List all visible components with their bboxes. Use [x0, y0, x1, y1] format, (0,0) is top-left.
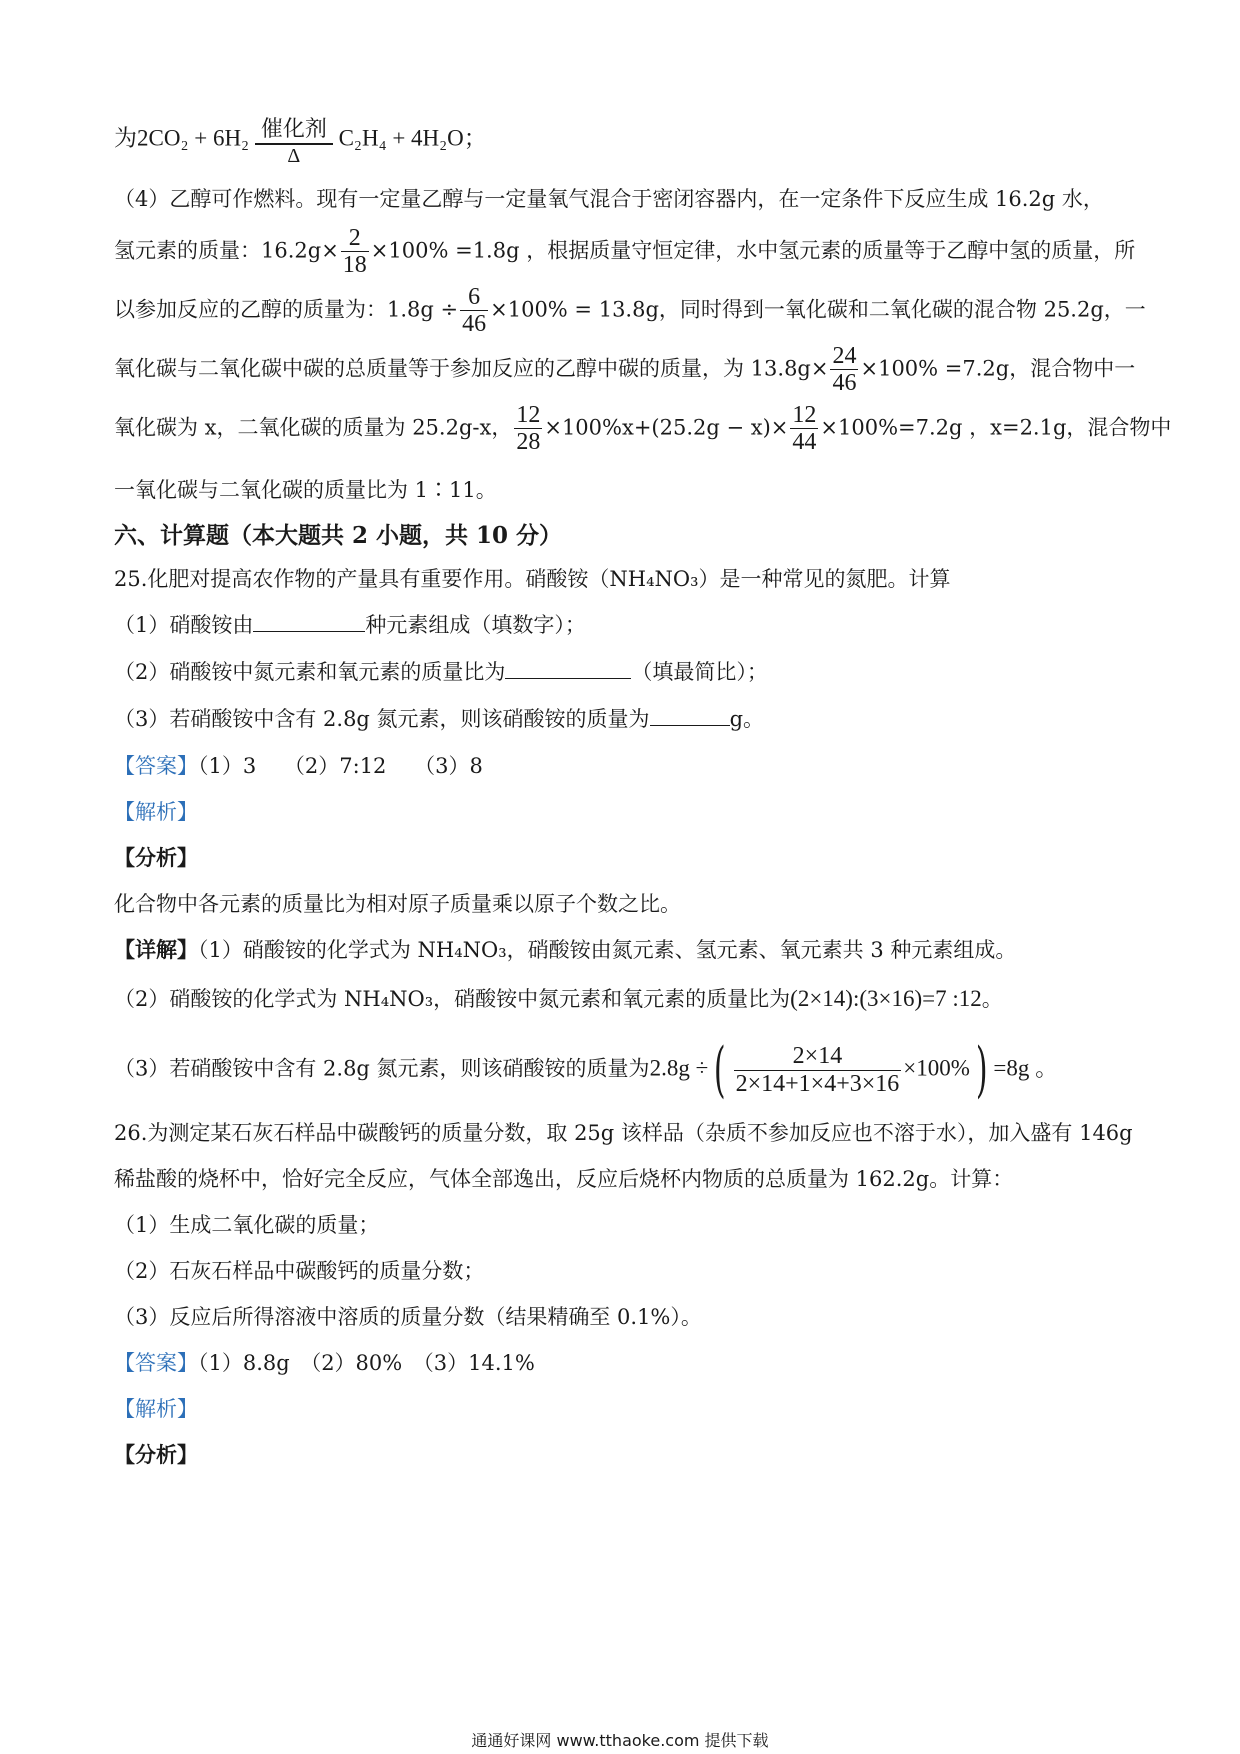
fraction [830, 343, 858, 397]
fraction-num: 2 [341, 225, 369, 252]
right-paren: ) [975, 1035, 988, 1105]
q25-detail2 [114, 983, 1130, 1013]
p4-line5-b: ×100%x+(25.2g − x)× [544, 415, 789, 440]
q25-sub1-b: 种元素组成（填数字）； [365, 613, 586, 637]
q26-stem-1: 26.为测定某石灰石样品中碳酸钙的质量分数，取 25g 该样品（杂质不参加反应也不溶于水），加入盛有 146g [114, 1121, 1133, 1145]
detail3-result: =8g 。 [993, 1055, 1059, 1081]
fraction-num: 2×14 [734, 1043, 902, 1070]
fraction [341, 225, 369, 279]
p4-line4 [114, 343, 1136, 397]
q25-sub2 [114, 656, 1130, 686]
q25-stem: 25.化肥对提高农作物的产量具有重要作用。硝酸铵（NH₄NO₃）是一种常见的氮肥。计算 [114, 567, 951, 591]
fraction-num: 6 [460, 284, 488, 311]
fraction [460, 284, 488, 338]
p4-line4-b: ×100% =7.2g，混合物中一 [860, 356, 1136, 381]
fraction-den: 28 [516, 429, 541, 456]
fraction [734, 1043, 902, 1097]
answer-blank[interactable] [650, 705, 730, 726]
detail3-formula-a: 2.8g ÷ [649, 1055, 709, 1081]
q25-detail1 [114, 934, 1130, 964]
p4-line2-a: 氢元素的质量：16.2g× [114, 238, 339, 263]
q25-fenxi: 【分析】 [114, 845, 198, 870]
fraction-den: 46 [462, 311, 487, 338]
detail2-text: （2）硝酸铵的化学式为 NH₄NO₃，硝酸铵中氮元素和氧元素的质量比为 [114, 987, 791, 1011]
fraction-den: 46 [832, 370, 857, 397]
q25-sub2-a: （2）硝酸铵中氮元素和氧元素的质量比为 [114, 660, 506, 684]
detail-text: （1）硝酸铵的化学式为 NH₄NO₃，硝酸铵由氮元素、氢元素、氧元素共 3 种元素组成。 [198, 938, 1017, 962]
fraction-num: 12 [792, 402, 817, 428]
equation-right: C₂H₄ + 4H₂O [338, 125, 464, 151]
q26-sub1: （1）生成二氧化碳的质量； [114, 1213, 380, 1237]
detail2-suffix: 。 [981, 987, 1003, 1011]
q25-sub3-b: g。 [729, 707, 765, 731]
fraction-den: 18 [342, 252, 367, 279]
heat-symbol: Δ [287, 145, 301, 167]
fraction-den: 2×14+1×4+3×16 [735, 1070, 900, 1097]
fraction-den: 44 [792, 429, 817, 456]
q26-fenxi: 【分析】 [114, 1442, 198, 1467]
answer-text: （1）3 （2）7:12 （3）8 [198, 754, 483, 778]
p4-line3-a: 以参加反应的乙醇的质量为：1.8g ÷ [114, 297, 459, 322]
q26-stem-2: 稀盐酸的烧杯中，恰好完全反应，气体全部逸出，反应后烧杯内物质的总质量为 162.2g。计算： [114, 1167, 1014, 1191]
fraction-num: 12 [516, 402, 541, 428]
fraction [790, 402, 818, 456]
q26-sub2: （2）石灰石样品中碳酸钙的质量分数； [114, 1259, 485, 1283]
p4-line3-b: ×100% = 13.8g，同时得到一氧化碳和二氧化碳的混合物 25.2g，一 [490, 297, 1146, 322]
equation-arrow [255, 112, 333, 168]
p4-line5 [114, 402, 1172, 456]
q26-jiexi: 【解析】 [114, 1397, 198, 1421]
answer-label: 【答案】 [114, 1351, 198, 1375]
detail3-text: （3）若硝酸铵中含有 2.8g 氮元素，则该硝酸铵的质量为 [114, 1056, 650, 1081]
equation-prefix: 为 [114, 125, 137, 151]
q25-sub1 [114, 609, 1130, 639]
detail-label: 【详解】 [114, 937, 198, 962]
q25-sub3-a: （3）若硝酸铵中含有 2.8g 氮元素，则该硝酸铵的质量为 [114, 707, 650, 731]
q25-sub3 [114, 703, 1130, 733]
answer-blank[interactable] [253, 611, 365, 632]
q25-analysis: 化合物中各元素的质量比为相对原子质量乘以原子个数之比。 [114, 892, 681, 916]
p4-line3 [114, 284, 1146, 338]
p4-line4-a: 氧化碳与二氧化碳中碳的总质量等于参加反应的乙醇中碳的质量，为 13.8g× [114, 356, 829, 381]
detail3-formula-b: ×100% [903, 1055, 970, 1081]
equation-suffix: ； [463, 125, 487, 151]
equation-left: 2CO₂ + 6H₂ [137, 125, 250, 151]
q26-answer [114, 1347, 1130, 1377]
fraction [514, 402, 542, 456]
left-paren: ( [714, 1035, 726, 1105]
catalyst-label: 催化剂 [255, 112, 333, 145]
q25-detail3 [114, 1035, 1130, 1105]
section-heading: 六、计算题（本大题共 2 小题，共 10 分） [114, 522, 563, 549]
reaction-equation [114, 112, 1130, 168]
p4-line2 [114, 225, 1136, 279]
p4-line5-a: 氧化碳为 x，二氧化碳的质量为 25.2g-x， [114, 415, 513, 440]
q25-sub1-a: （1）硝酸铵由 [114, 613, 254, 637]
p4-line1: （4）乙醇可作燃料。现有一定量乙醇与一定量氧气混合于密闭容器内，在一定条件下反应生成 16.2g 水， [114, 187, 1104, 211]
fraction-num: 24 [832, 343, 857, 369]
q25-answer [114, 750, 1130, 780]
q25-sub2-b: （填最简比）； [631, 660, 768, 684]
detail2-formula: (2×14):(3×16)=7 :12 [790, 986, 982, 1011]
q26-sub3: （3）反应后所得溶液中溶质的质量分数（结果精确至 0.1%）。 [114, 1305, 702, 1329]
answer-label: 【答案】 [114, 754, 198, 778]
page-footer: 通通好课网 www.tthaoke.com 提供下载 [471, 1731, 769, 1750]
p4-line5-c: ×100%=7.2g ，x=2.1g，混合物中 [820, 415, 1172, 440]
q25-jiexi: 【解析】 [114, 800, 198, 824]
p4-line6: 一氧化碳与二氧化碳的质量比为 1∶11。 [114, 478, 497, 502]
answer-text: （1）8.8g （2）80% （3）14.1% [198, 1351, 535, 1375]
p4-line2-b: ×100% =1.8g ，根据质量守恒定律，水中氢元素的质量等于乙醇中氢的质量，所 [370, 238, 1136, 263]
answer-blank[interactable] [505, 658, 631, 679]
